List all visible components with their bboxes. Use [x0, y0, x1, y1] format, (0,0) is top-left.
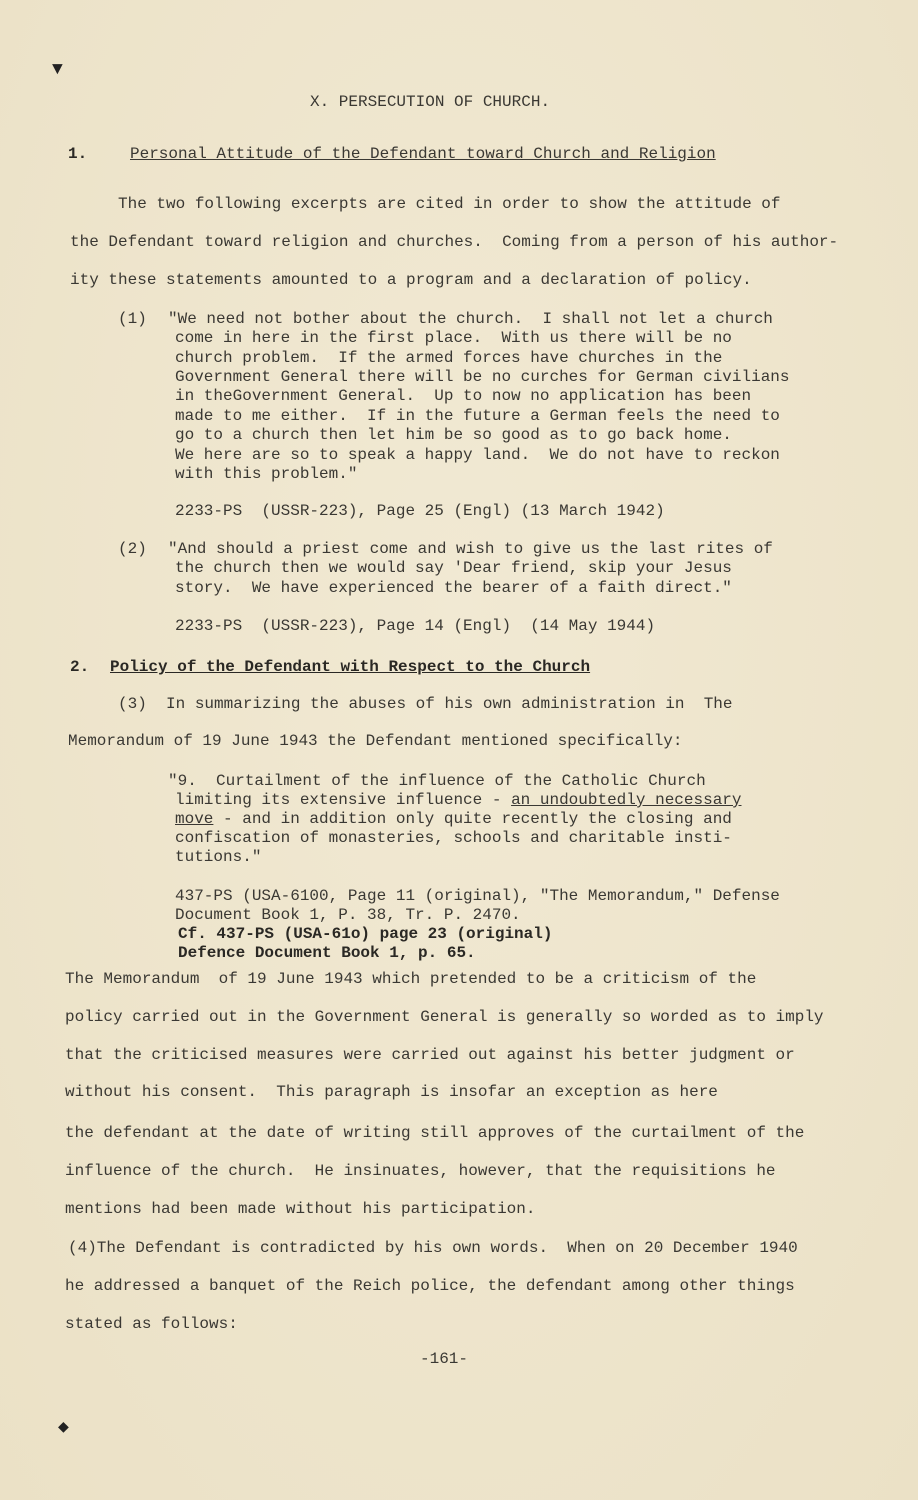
intro-line: The two following excerpts are cited in order to show the attitude of — [118, 195, 781, 213]
section-2-number: 2. — [70, 658, 90, 676]
quote-line: confiscation of monasteries, schools and charitable insti- — [175, 829, 732, 847]
quote-line: come in here in the first place. With us there will be no — [175, 329, 732, 347]
section-2-heading: Policy of the Defendant with Respect to the Church — [110, 658, 591, 676]
quote-line: "And should a priest come and wish to give us the last rites of — [168, 540, 773, 558]
page-number: -161- — [420, 1350, 469, 1368]
quote-line: made to me either. If in the future a German feels the need to — [175, 407, 780, 425]
intro-line: Memorandum of 19 June 1943 the Defendant mentioned specifically: — [68, 732, 683, 750]
quote-line: the church then we would say 'Dear friend, skip your Jesus — [175, 559, 732, 577]
quote-line: go to a church then let him be so good as to go back home. — [175, 426, 732, 444]
quote-2-citation: 2233-PS (USSR-223), Page 14 (Engl) (14 May 1944) — [175, 617, 656, 635]
quote-text: limiting its extensive influence - — [175, 791, 512, 809]
citation-line: Defence Document Book 1, p. 65. — [178, 944, 476, 962]
quote-line: church problem. If the armed forces have churches in the — [175, 349, 723, 367]
quote-line: tutions." — [175, 848, 262, 866]
body-line: The Memorandum of 19 June 1943 which pretended to be a criticism of the — [65, 970, 757, 988]
quote-line: We here are so to speak a happy land. We do not have to reckon — [175, 446, 780, 464]
citation-line: 437-PS (USA-6100, Page 11 (original), "The Memorandum," Defense — [175, 887, 780, 905]
quote-line — [175, 810, 732, 828]
body-line: stated as follows: — [65, 1315, 238, 1333]
citation-line: Document Book 1, P. 38, Tr. P. 2470. — [175, 906, 521, 924]
punch-mark-icon: ▼ — [52, 60, 63, 80]
body-line: influence of the church. He insinuates, however, that the requisitions he — [65, 1162, 776, 1180]
quote-2-marker: (2) — [118, 540, 147, 558]
underlined-phrase: move — [175, 810, 214, 828]
underlined-phrase: an undoubtedly necessary — [511, 791, 742, 809]
quote-line: "We need not bother about the church. I shall not let a church — [168, 310, 773, 328]
quote-line: Government General there will be no curches for German civilians — [175, 368, 790, 386]
intro-line: (3) In summarizing the abuses of his own administration in The — [118, 695, 733, 713]
citation-line: Cf. 437-PS (USA-61o) page 23 (original) — [178, 925, 553, 943]
section-1-heading: Personal Attitude of the Defendant toward Church and Religion — [130, 145, 716, 163]
body-line: without his consent. This paragraph is insofar an exception as here — [65, 1083, 718, 1101]
quote-line: "9. Curtailment of the influence of the Catholic Church — [168, 772, 706, 790]
quote-1-marker: (1) — [118, 310, 147, 328]
quote-line: story. We have experienced the bearer of a faith direct." — [175, 579, 732, 597]
quote-line: with this problem." — [175, 465, 358, 483]
body-line: (4)The Defendant is contradicted by his own words. When on 20 December 1940 — [68, 1239, 798, 1257]
body-line: he addressed a banquet of the Reich police, the defendant among other things — [65, 1277, 795, 1295]
page-title: X. PERSECUTION OF CHURCH. — [310, 93, 551, 111]
punch-mark-icon: ◆ — [58, 1418, 69, 1438]
section-1-number: 1. — [68, 145, 88, 163]
body-line: policy carried out in the Government General is generally so worded as to imply — [65, 1008, 824, 1026]
body-line: that the criticised measures were carried out against his better judgment or — [65, 1046, 795, 1064]
intro-line: ity these statements amounted to a program and a declaration of policy. — [70, 271, 752, 289]
quote-line: in theGovernment General. Up to now no application has been — [175, 387, 752, 405]
quote-line — [175, 791, 742, 809]
body-line: the defendant at the date of writing still approves of the curtailment of the — [65, 1124, 805, 1142]
quote-text: - and in addition only quite recently the closing and — [213, 810, 732, 828]
quote-1-citation: 2233-PS (USSR-223), Page 25 (Engl) (13 March 1942) — [175, 502, 665, 520]
body-line: mentions had been made without his participation. — [65, 1200, 536, 1218]
intro-line: the Defendant toward religion and churches. Coming from a person of his author- — [70, 233, 839, 251]
